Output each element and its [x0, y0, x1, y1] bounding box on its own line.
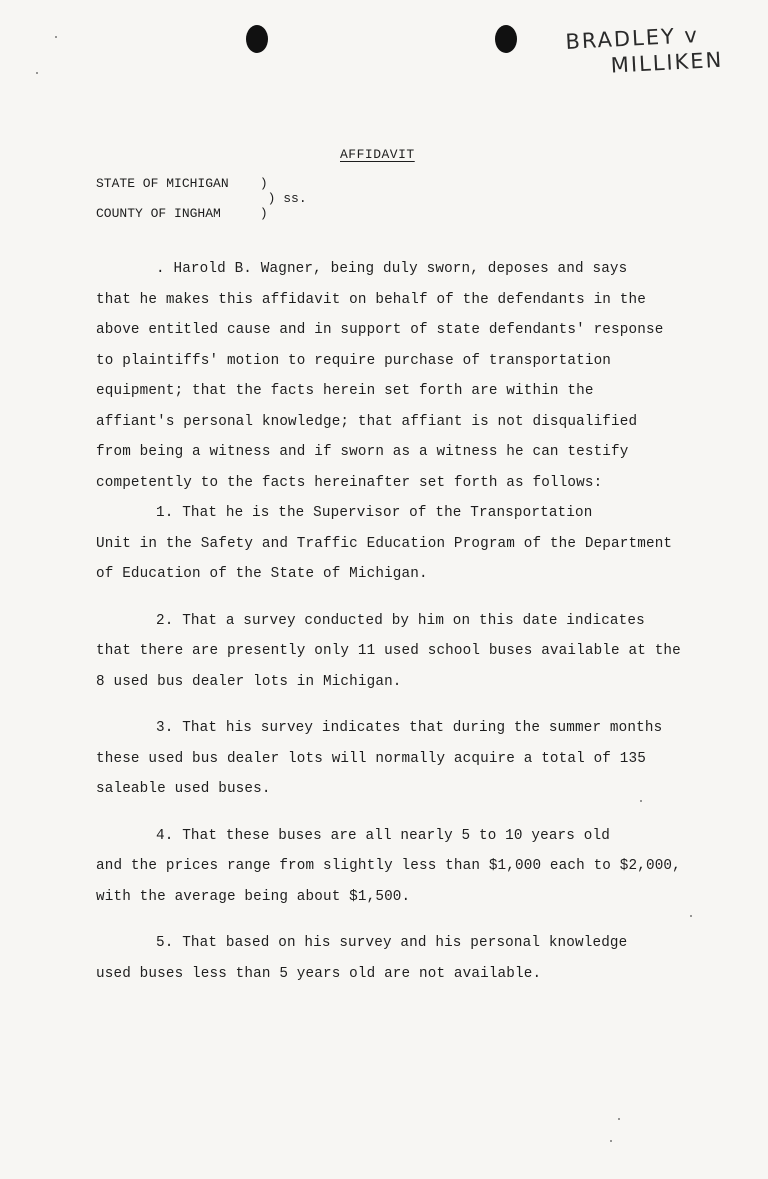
handwritten-case-note — [565, 19, 757, 81]
venue-bracket-top: ) — [259, 176, 268, 191]
paragraph-2 — [96, 606, 726, 698]
handwritten-line-1: BRADLEY v — [564, 23, 700, 54]
paragraph-5 — [96, 928, 726, 989]
paragraph-4 — [96, 821, 726, 913]
text-line: saleable used buses. — [96, 781, 271, 797]
text-line: to plaintiffs' motion to require purchase of transportation — [96, 352, 612, 369]
text-line: with the average being about $1,500. — [96, 888, 411, 905]
scan-speck — [55, 36, 57, 38]
text-line: 2. That a survey conducted by him on this date indicates — [156, 612, 645, 629]
text-line: Unit in the Safety and Traffic Education Program of the Department — [96, 535, 673, 552]
scan-speck — [36, 72, 38, 74]
text-line: . Harold B. Wagner, being duly sworn, deposes and says — [156, 261, 628, 277]
text-line: 8 used bus dealer lots in Michigan. — [96, 673, 402, 690]
paragraph-1 — [96, 498, 726, 590]
paragraph-3 — [96, 713, 726, 805]
text-line: used buses less than 5 years old are not available. — [96, 965, 542, 982]
text-line: competently to the facts hereinafter set forth as follows: — [96, 474, 603, 491]
text-line: that he makes this affidavit on behalf of the defendants in the — [96, 291, 646, 308]
venue-ss: ) ss. — [267, 191, 307, 206]
venue-county: COUNTY OF INGHAM — [96, 206, 221, 221]
text-line: 3. That his survey indicates that during the summer months — [156, 720, 663, 736]
venue-block — [96, 176, 307, 221]
venue-state: STATE OF MICHIGAN — [96, 176, 229, 191]
scan-speck — [618, 1118, 620, 1120]
text-line: 1. That he is the Supervisor of the Transportation — [156, 505, 593, 521]
handwritten-line-2: MILLIKEN — [610, 47, 724, 78]
intro-paragraph — [96, 254, 726, 498]
text-line: affiant's personal knowledge; that affiant is not disqualified — [96, 413, 638, 430]
punch-hole-right — [495, 25, 517, 53]
text-line: and the prices range from slightly less than $1,000 each to $2,000, — [96, 858, 681, 874]
document-title: AFFIDAVIT — [340, 147, 415, 162]
text-line: of Education of the State of Michigan. — [96, 566, 428, 582]
text-line: these used bus dealer lots will normally acquire a total of 135 — [96, 750, 646, 767]
scan-speck — [610, 1140, 612, 1142]
scan-speck — [690, 915, 692, 917]
text-line: from being a witness and if sworn as a witness he can testify — [96, 444, 629, 460]
scan-speck — [640, 800, 642, 802]
affidavit-body — [96, 254, 726, 989]
text-line: above entitled cause and in support of state defendants' response — [96, 322, 664, 338]
punch-hole-left — [246, 25, 268, 53]
text-line: 5. That based on his survey and his personal knowledge — [156, 935, 628, 951]
text-line: equipment; that the facts herein set forth are within the — [96, 383, 594, 399]
text-line: that there are presently only 11 used school buses available at the — [96, 643, 681, 659]
text-line: 4. That these buses are all nearly 5 to 10 years old — [156, 827, 610, 844]
venue-bracket-bottom: ) — [259, 206, 268, 221]
